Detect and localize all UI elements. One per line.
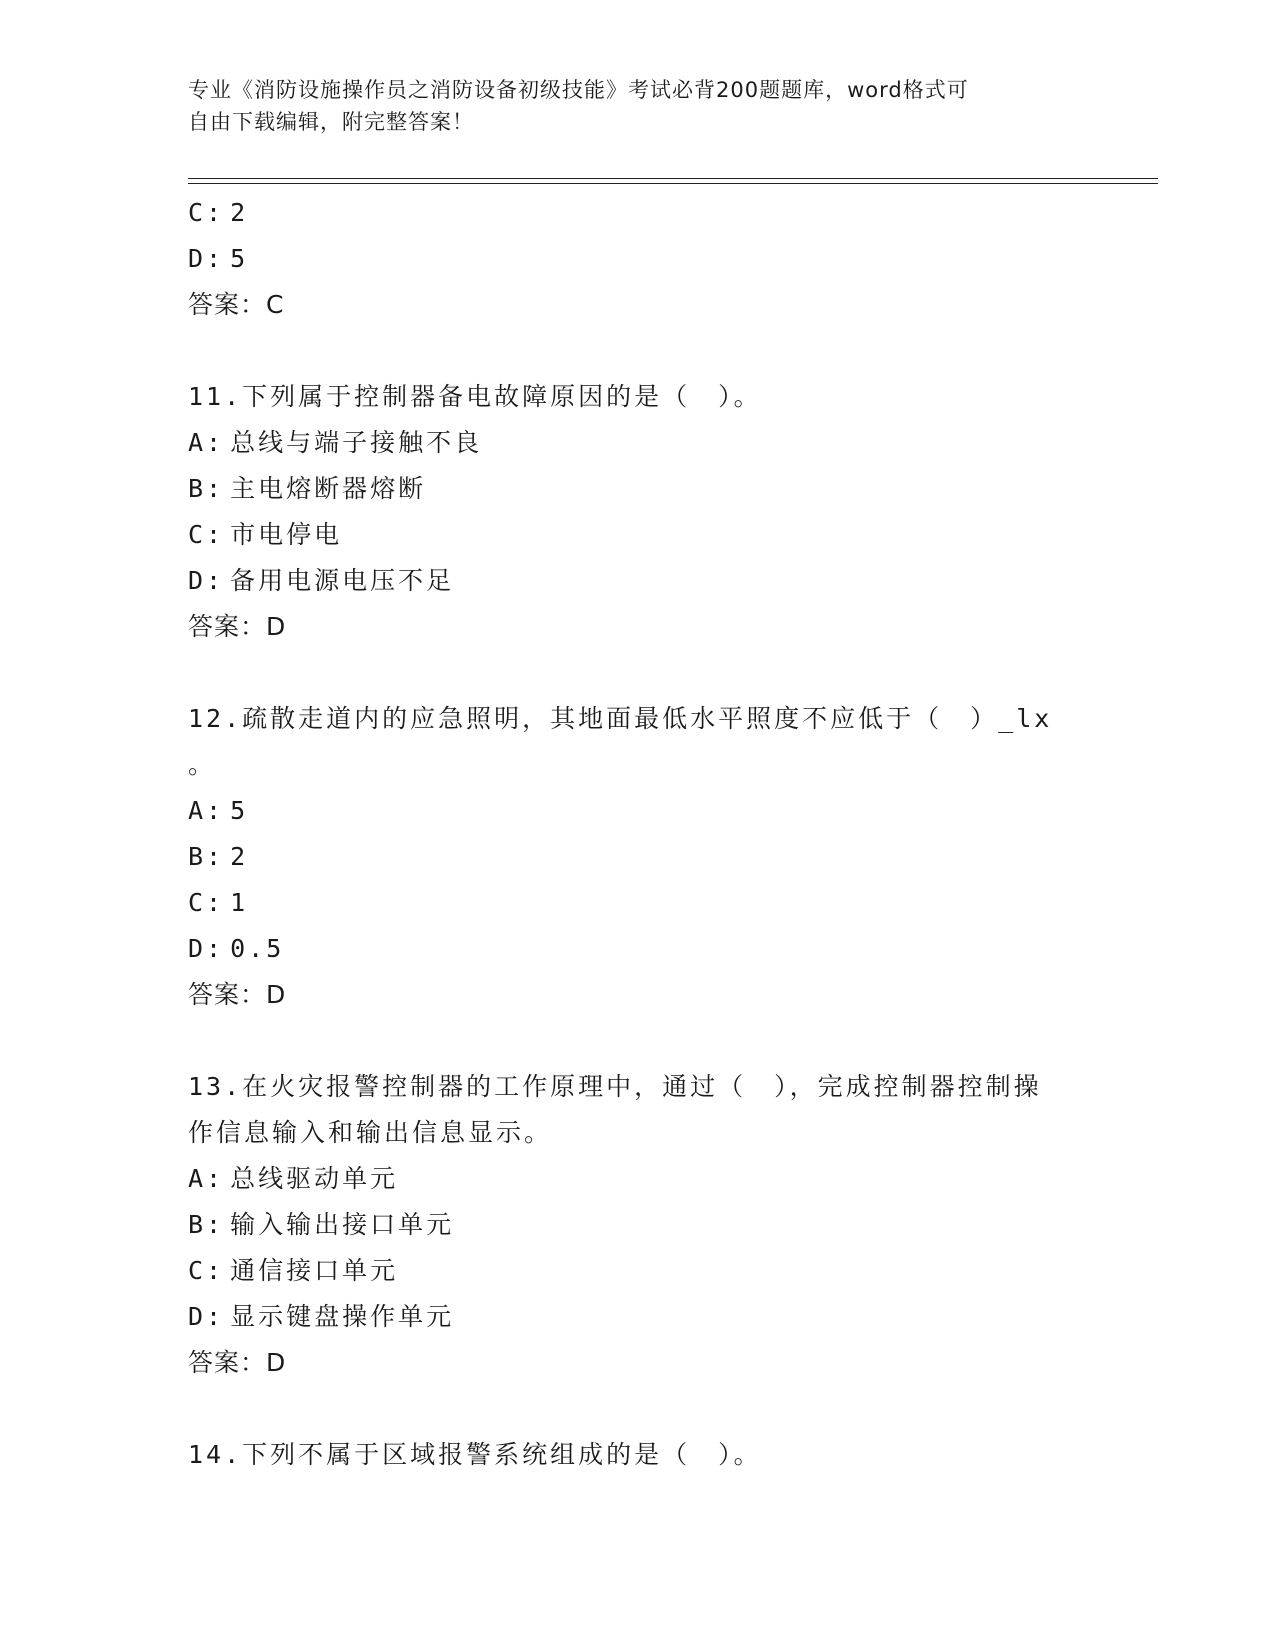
option-row [188, 1294, 1088, 1340]
option-row [188, 926, 1088, 972]
answer-line: 答案：D [188, 612, 287, 641]
option-text: 输入输出接口单元 [230, 1210, 455, 1239]
option-text: 1 [230, 888, 249, 917]
option-text: 5 [230, 244, 249, 273]
spacer [188, 1386, 1088, 1432]
header-line-2: 自由下载编辑，附完整答案！ [188, 110, 474, 134]
option-row [188, 1156, 1088, 1202]
answer-line: 答案：D [188, 1348, 287, 1377]
question-stem: 12.疏散走道内的应急照明，其地面最低水平照度不应低于（ ）_lx [188, 704, 1053, 733]
option-letter: D: [188, 934, 225, 963]
answer-line: 答案：C [188, 290, 285, 319]
option-row [188, 1202, 1088, 1248]
option-letter: B: [188, 1210, 225, 1239]
option-letter: C: [188, 520, 225, 549]
option-letter: A: [188, 1164, 225, 1193]
option-letter: C: [188, 1256, 225, 1285]
option-text: 备用电源电压不足 [230, 566, 455, 595]
option-letter: C: [188, 198, 225, 227]
option-text: 显示键盘操作单元 [230, 1302, 455, 1331]
option-letter: D: [188, 1302, 225, 1331]
document-header [188, 74, 1068, 138]
option-row [188, 236, 1088, 282]
option-row [188, 420, 1088, 466]
option-text: 0.5 [230, 934, 285, 963]
question-stem-continued: 。 [188, 750, 217, 779]
option-row [188, 880, 1088, 926]
option-row [188, 834, 1088, 880]
option-letter: A: [188, 796, 225, 825]
option-letter: B: [188, 474, 225, 503]
option-text: 2 [230, 198, 249, 227]
header-divider-bottom [188, 183, 1158, 184]
option-row [188, 1248, 1088, 1294]
spacer [188, 328, 1088, 374]
option-letter: D: [188, 566, 225, 595]
option-row [188, 512, 1088, 558]
option-text: 总线与端子接触不良 [230, 428, 483, 457]
spacer [188, 650, 1088, 696]
answer-line: 答案：D [188, 980, 287, 1009]
question-stem: 13.在火灾报警控制器的工作原理中，通过（ ），完成控制器控制操 [188, 1072, 1042, 1101]
option-text: 通信接口单元 [230, 1256, 399, 1285]
option-text: 主电熔断器熔断 [230, 474, 427, 503]
option-row [188, 466, 1088, 512]
question-stem: 11.下列属于控制器备电故障原因的是（ ）。 [188, 382, 762, 411]
option-row [188, 788, 1088, 834]
option-text: 总线驱动单元 [230, 1164, 399, 1193]
option-letter: B: [188, 842, 225, 871]
header-line-1: 专业《消防设施操作员之消防设备初级技能》考试必背200题题库，word格式可 [188, 78, 969, 102]
option-text: 2 [230, 842, 249, 871]
header-divider-top [188, 178, 1158, 179]
option-row [188, 558, 1088, 604]
question-stem-continued: 作信息输入和输出信息显示。 [188, 1118, 553, 1147]
option-letter: D: [188, 244, 225, 273]
option-row [188, 190, 1088, 236]
option-text: 市电停电 [230, 520, 343, 549]
option-text: 5 [230, 796, 249, 825]
question-stem: 14.下列不属于区域报警系统组成的是（ ）。 [188, 1440, 762, 1469]
option-letter: A: [188, 428, 225, 457]
question-list [188, 190, 1088, 1478]
spacer [188, 1018, 1088, 1064]
option-letter: C: [188, 888, 225, 917]
